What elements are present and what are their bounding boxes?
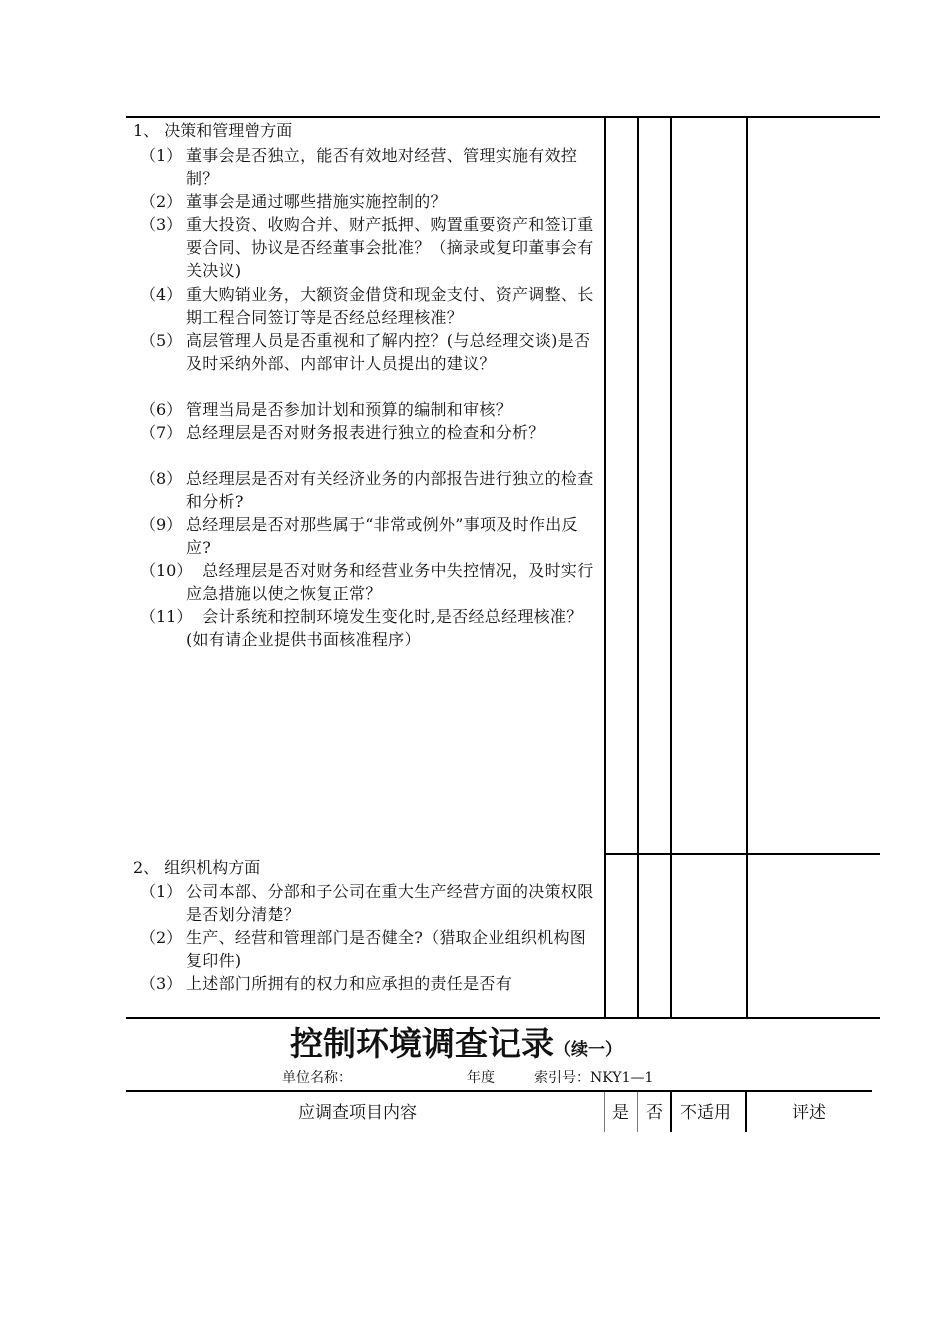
col-header-yes: 是 — [612, 1103, 629, 1123]
header-divider-comment — [745, 1092, 747, 1132]
item-number: （3） — [140, 974, 183, 993]
col-header-comment: 评述 — [792, 1103, 826, 1123]
table-top-border — [126, 116, 880, 118]
item-number: （9） — [140, 515, 183, 534]
page-title — [290, 1022, 622, 1072]
section2-item-2 — [140, 926, 600, 972]
item-text: 总经理层是否对有关经济业务的内部报告进行独立的检查和分析? — [186, 469, 594, 511]
section1-item-7 — [140, 421, 600, 444]
section1-item-3 — [140, 213, 600, 282]
section1-item-2 — [140, 190, 600, 213]
section2-item-3 — [140, 972, 600, 995]
table-bottom-border — [126, 1017, 880, 1019]
section2-item-1 — [140, 880, 600, 926]
item-number: （4） — [140, 285, 183, 304]
col-header-no: 否 — [646, 1103, 663, 1123]
col-header-na: 不适用 — [680, 1103, 731, 1123]
item-number: （8） — [140, 469, 183, 488]
item-number: （2） — [140, 928, 183, 947]
item-number: （1） — [140, 146, 183, 165]
col-divider-na — [670, 116, 672, 1019]
col-divider-yes — [604, 116, 606, 1019]
item-text: 上述部门所拥有的权力和应承担的责任是否有 — [186, 974, 513, 993]
item-text: 管理当局是否参加计划和预算的编制和审核？ — [186, 400, 513, 419]
item-number: （11） — [140, 607, 193, 626]
item-text: 总经理层是否对财务和经营业务中失控情况，及时实行应急措施以使之恢复正常？ — [186, 561, 594, 603]
item-text: 高层管理人员是否重视和了解内控？(与总经理交谈)是否及时采纳外部、内部审计人员提出的建议？ — [186, 331, 591, 373]
item-text: 重大购销业务，大额资金借贷和现金支付、资产调整、长期工程合同签订等是否经总经理核准？ — [186, 285, 594, 327]
section1-item-11 — [140, 605, 600, 651]
item-text: 总经理层是否对财务报表进行独立的检查和分析？ — [186, 423, 545, 442]
section1-item-10 — [140, 559, 600, 605]
col-header-content: 应调查项目内容 — [298, 1103, 417, 1123]
section1-item-8 — [140, 467, 600, 513]
section1-item-4 — [140, 283, 600, 329]
item-number: （2） — [140, 192, 183, 211]
item-number: （7） — [140, 423, 183, 442]
item-text: 会计系统和控制环境发生变化时,是否经总经理核准？(如有请企业提供书面核准程序） — [186, 607, 583, 649]
item-text: 重大投资、收购合并、财产抵押、购置重要资产和签订重要合同、协议是否经董事会批准？（摘录或复印董事会有关决议) — [186, 215, 594, 280]
unit-name-label: 单位名称： — [282, 1070, 352, 1086]
section1-item-6 — [140, 398, 600, 421]
section-divider — [604, 853, 880, 855]
header-divider-yes — [604, 1092, 605, 1132]
header-divider-na — [670, 1092, 672, 1132]
section1-item-9 — [140, 513, 600, 559]
item-number: （5） — [140, 331, 183, 350]
col-divider-comment — [746, 116, 748, 1019]
item-text: 总经理层是否对那些属于“非常或例外”事项及时作出反应? — [186, 515, 578, 557]
section1-item-5 — [140, 329, 600, 375]
col-divider-no — [637, 116, 639, 1019]
year-label: 年度 — [467, 1070, 495, 1086]
item-text: 生产、经营和管理部门是否健全?（猎取企业组织机构图复印件) — [186, 928, 587, 970]
section2-title: 2、 组织机构方面 — [133, 858, 261, 877]
item-number: （1） — [140, 882, 183, 901]
page-title-text: 控制环境调查记录 — [290, 1024, 554, 1063]
page-subtitle: （续一） — [554, 1040, 622, 1060]
item-text: 董事会是通过哪些措施实施控制的？ — [186, 192, 447, 211]
header-divider-no — [637, 1092, 638, 1132]
item-number: （3） — [140, 215, 183, 234]
item-number: （6） — [140, 400, 183, 419]
item-number: （10） — [140, 561, 193, 580]
item-text: 公司本部、分部和子公司在重大生产经营方面的决策权限是否划分清楚？ — [186, 882, 594, 924]
header-top-border — [126, 1090, 872, 1092]
item-text: 董事会是否独立，能否有效地对经营、管理实施有效控制？ — [186, 146, 578, 188]
section1-title: 1、 决策和管理曾方面 — [133, 121, 293, 140]
section1-item-1 — [140, 144, 600, 190]
index-number: 索引号：NKY1—1 — [534, 1070, 654, 1086]
